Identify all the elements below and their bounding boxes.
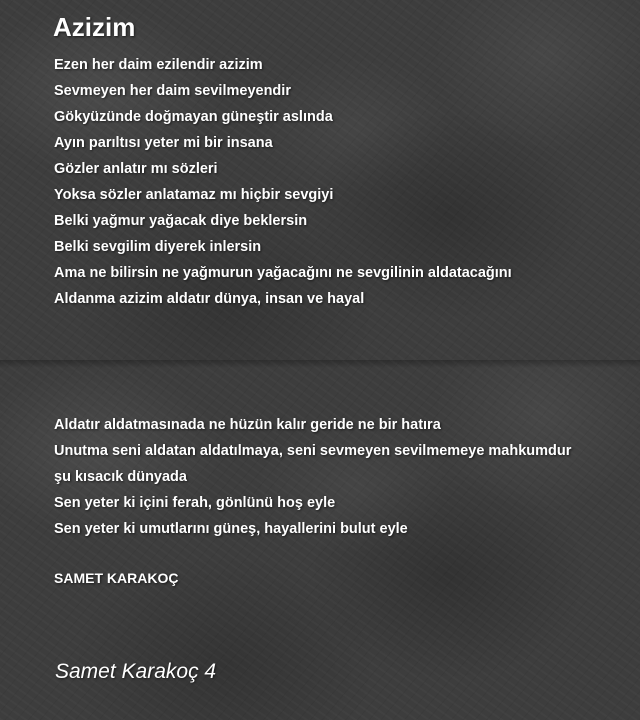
poem-line: Ama ne bilirsin ne yağmurun yağacağını ne sevgilinin aldatacağını xyxy=(54,265,512,281)
poem-line: Yoksa sözler anlatamaz mı hiçbir sevgiyi xyxy=(54,187,334,203)
poem-line: Ezen her daim ezilendir azizim xyxy=(54,57,263,73)
poem-line: Belki sevgilim diyerek inlersin xyxy=(54,239,262,255)
poem-line: Aldanma azizim aldatır dünya, insan ve hayal xyxy=(54,291,365,307)
stanza-2 xyxy=(54,412,571,542)
poem-title: Azizim xyxy=(53,12,136,42)
poem-line: Gözler anlatır mı sözleri xyxy=(54,161,218,177)
poem-line: Unutma seni aldatan aldatılmaya, seni sevmeyen sevilmemeye mahkumdur xyxy=(54,443,572,459)
poem-line: Sevmeyen her daim sevilmeyendir xyxy=(54,83,291,99)
poem-line: Aldatır aldatmasınada ne hüzün kalır geride ne bir hatıra xyxy=(54,417,441,433)
poem-line: Sen yeter ki içini ferah, gönlünü hoş eyle xyxy=(54,495,336,511)
poem-line: Belki yağmur yağacak diye beklersin xyxy=(54,213,308,229)
poem-line: Sen yeter ki umutlarını güneş, hayallerini bulut eyle xyxy=(54,521,408,537)
poem-panel-bottom xyxy=(0,360,640,720)
stanza-1 xyxy=(54,52,512,312)
author-signature: Samet Karakoç 4 xyxy=(55,660,217,683)
poem-line: şu kısacık dünyada xyxy=(54,469,187,485)
author-name: SAMET KARAKOÇ xyxy=(54,570,179,586)
poem-line: Gökyüzünde doğmayan güneştir aslında xyxy=(54,109,333,125)
poem-line: Ayın parıltısı yeter mi bir insana xyxy=(54,135,273,151)
